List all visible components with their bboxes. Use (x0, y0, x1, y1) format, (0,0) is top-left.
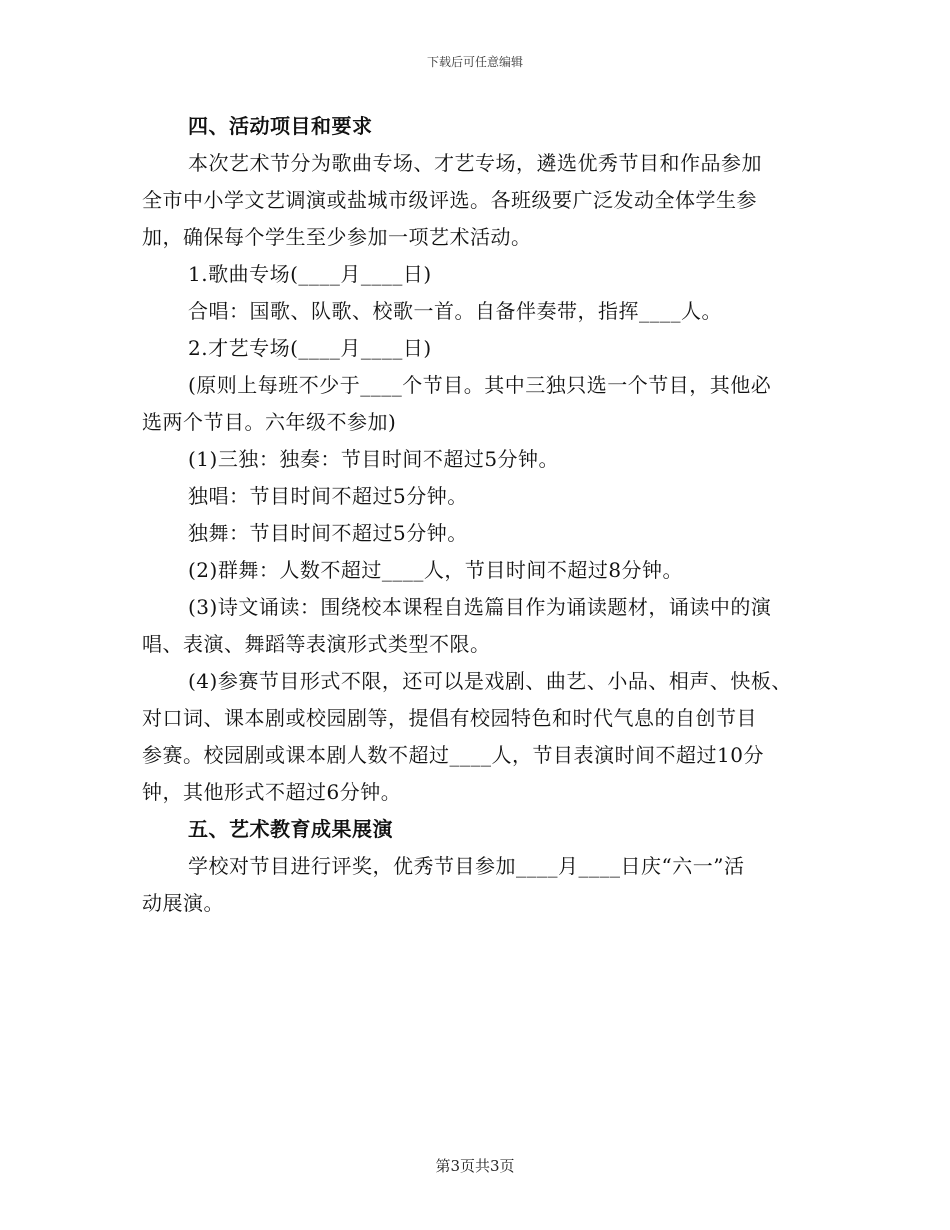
text-line: (4)参赛节目形式不限，还可以是戏剧、曲艺、小品、相声、快板、 (188, 669, 792, 693)
text-line: 全市中小学文艺调演或盐城市级评选。各班级要广泛发动全体学生参 (142, 188, 757, 212)
text-line: 独舞：节目时间不超过5分钟。 (188, 521, 468, 545)
text-line: (原则上每班不少于____个节目。其中三独只选一个节目，其他必 (188, 373, 772, 397)
text-line: (2)群舞：人数不超过____人，节目时间不超过8分钟。 (188, 558, 684, 582)
text-line: 加，确保每个学生至少参加一项艺术活动。 (142, 225, 532, 249)
text-line: (1)三独：独奏：节目时间不超过5分钟。 (188, 447, 560, 471)
text-line: 合唱：国歌、队歌、校歌一首。自备伴奏带，指挥____人。 (188, 299, 722, 323)
text-line: 学校对节目进行评奖，优秀节目参加____月____日庆“六一”活 (188, 854, 745, 878)
text-line: 动展演。 (142, 891, 224, 915)
text-line: 唱、表演、舞蹈等表演形式类型不限。 (142, 632, 491, 656)
text-line: (3)诗文诵读：围绕校本课程自选篇目作为诵读题材，诵读中的演 (188, 595, 772, 619)
text-line: 1.歌曲专场(____月____日) (188, 262, 432, 286)
text-line: 对口词、课本剧或校园剧等，提倡有校园特色和时代气息的自创节目 (142, 706, 757, 730)
text-line: 参赛。校园剧或课本剧人数不超过____人，节目表演时间不超过10分 (142, 743, 764, 767)
text-line: 本次艺术节分为歌曲专场、才艺专场，遴选优秀节目和作品参加 (188, 151, 762, 175)
section-heading: 四、活动项目和要求 (188, 114, 373, 138)
page-header-note: 下载后可任意编辑 (426, 55, 523, 69)
page-number: 第3页共3页 (435, 1157, 515, 1175)
text-line: 钟，其他形式不超过6分钟。 (142, 780, 402, 804)
document-body (142, 108, 822, 922)
section-heading: 五、艺术教育成果展演 (188, 817, 393, 841)
text-line: 2.才艺专场(____月____日) (188, 336, 432, 360)
text-line: 选两个节目。六年级不参加) (142, 410, 397, 434)
text-line: 独唱：节目时间不超过5分钟。 (188, 484, 468, 508)
